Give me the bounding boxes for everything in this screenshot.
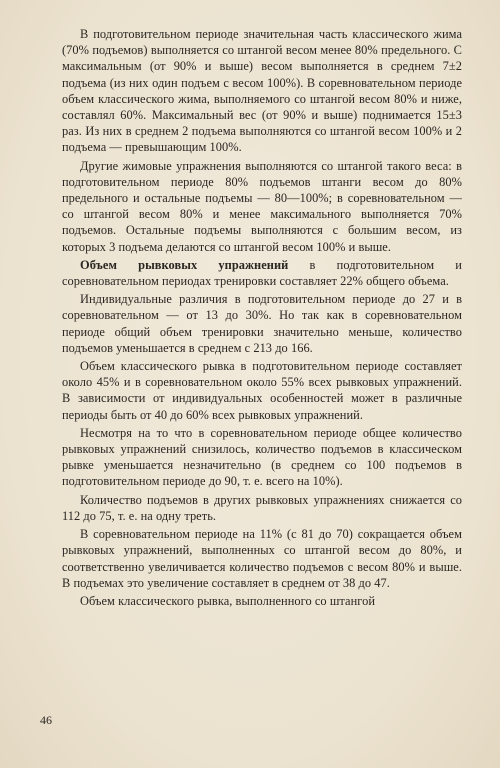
paragraph-8-text: В соревновательном периоде на 11% (с 81 до 70) сокращается объем рывковых упражнений, выполненных со штангой весом до 80%, и соответственно увеличивается количество подъемов с весом 80% и выше. В подъемах это увеличение составляет в среднем от 38 до 47. [62,527,462,590]
paragraph-2-text: Другие жимовые упражнения выполняются со штангой такого веса: в подготовительном периоде 80% подъемов штанги весом до 80% предельного и остальные подъемы — 80—100%; в соревновательном — со штангой весом 80% и менее максимального выполняется 70% подъемов. Остальные подъемы выполняются с большим весом, из которых 3 подъема делаются со штангой весом 100% и выше. [62,158,462,254]
paragraph-3 [62,257,462,289]
paragraph-2 [62,158,462,255]
paragraph-1-text: В подготовительном периоде значительная часть классического жима (70% подъемов) выполняется со штангой весом менее 80% предельного. С максимальным (от 90% и выше) весом выполняется в среднем 7±2 подъема (из них один подъем с весом 100%). В соревновательном периоде объем классического жима, выполняемого со штангой весом 80% и ниже, составлял 60%. Максимальный вес (от 90% и выше) поднимается 15±3 раз. Из них в среднем 2 подъема выполняются со штангой весом 100% и 2 подъема — превышающим 100%. [62,27,462,155]
paragraph-8 [62,526,462,591]
paragraph-9-text: Объем классического рывка, выполненного со штангой [80,593,376,608]
paragraph-5 [62,358,462,423]
paragraph-7 [62,492,462,524]
paragraph-9 [62,593,462,609]
paragraph-3-bold-lead: Объем рывковых упражнений [80,257,289,272]
paragraph-6-text: Несмотря на то что в соревновательном периоде общее количество рывковых упражнений снизилось, количество подъемов в классическом рывке уменьшается незначительно (в среднем со 100 подъемов в подготовительном периоде до 90, т. е. всего на 10%). [62,425,462,489]
page-number: 46 [40,713,52,727]
body-text [62,26,462,611]
paragraph-4 [62,291,462,356]
paragraph-5-text: Объем классического рывка в подготовительном периоде составляет около 45% и в соревновательном около 55% всех рывковых упражнений. В зависимости от индивидуальных особенностей может в различные периоды быть от 40 до 60% всех рывковых упражнений. [62,359,462,422]
paragraph-7-text: Количество подъемов в других рывковых упражнениях снижается со 112 до 75, т. е. на одну треть. [62,492,462,523]
paragraph-3-text: в подготовительном и соревновательном периодах тренировки составляет 22% общего объема. [62,257,462,289]
paragraph-1 [62,26,462,156]
paragraph-6 [62,425,462,490]
paragraph-4-text: Индивидуальные различия в подготовительном периоде до 27 и в соревновательном — от 13 до 30%. Но так как в соревновательном периоде общий объем тренировки значительно меньше, количество подъемов уменьшается в среднем с 213 до 166. [62,292,462,355]
